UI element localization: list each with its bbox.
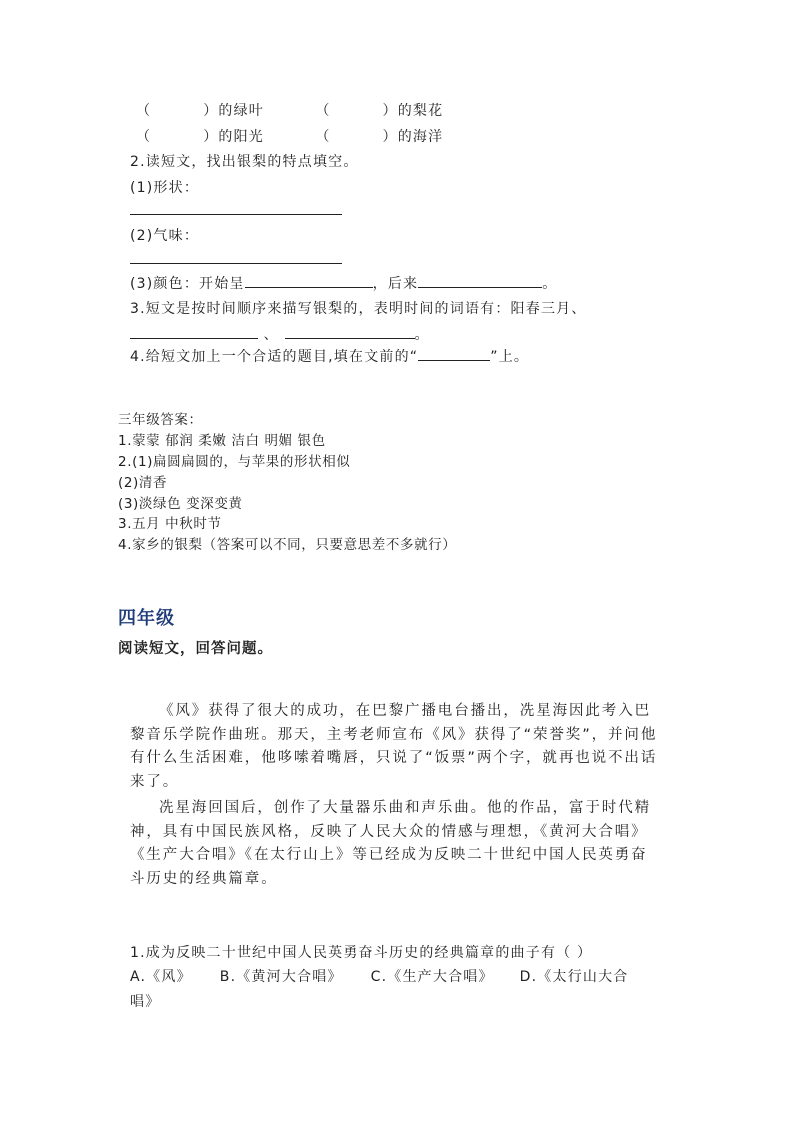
fill-row-2 <box>136 126 443 146</box>
smell-answer-blank[interactable] <box>130 249 342 268</box>
paragraph-line: 黎音乐学院作曲班。那天，主考老师宣布《风》获得了“荣誉奖”，并问他 <box>130 726 658 743</box>
question-2-color <box>130 273 557 293</box>
period: 。 <box>414 327 430 343</box>
color-later: ，后来 <box>372 276 419 292</box>
title-blank[interactable] <box>418 346 490 361</box>
reading-paragraph-2 <box>130 797 670 891</box>
option-a[interactable]: A.《风》 <box>130 969 192 985</box>
paragraph-line: 斗历史的经典篇章。 <box>130 870 278 887</box>
option-b[interactable]: B.《黄河大合唱》 <box>219 969 343 985</box>
shape-answer-blank[interactable] <box>130 200 342 219</box>
answers-title: 三年级答案： <box>118 412 203 428</box>
question-4-text: 4.给短文加上一个合适的题目,填在文前的“ <box>130 349 419 365</box>
paren-open: （ <box>136 129 152 145</box>
paragraph-line: 神，具有中国民族风格，反映了人民大众的情感与理想，《黄河大合唱》 <box>130 823 648 840</box>
reading-paragraph-1 <box>130 700 670 794</box>
paragraph-line: 《生产大合唱》《在太行山上》等已经成为反映二十世纪中国人民英勇奋 <box>130 847 648 863</box>
question-2-shape-label: (1)形状： <box>130 180 200 196</box>
question-1-options <box>130 966 629 986</box>
fill-text: ）的阳光 <box>203 129 265 145</box>
paren-open: （ <box>315 129 331 145</box>
paragraph-line: 来了。 <box>130 773 180 790</box>
question-4 <box>130 346 529 366</box>
question-3: 3.短文是按时间顺序来描写银梨的，表明时间的词语有：阳春三月、 <box>130 301 587 317</box>
period: 。 <box>542 276 558 292</box>
color-label: (3)颜色：开始呈 <box>130 276 245 292</box>
answer-line: 3.五月 中秋时节 <box>118 516 222 532</box>
time-word-blank-1[interactable] <box>130 324 258 339</box>
question-3-blanks <box>130 324 430 344</box>
section-heading: 四年级 <box>118 608 175 629</box>
answer-line: (3)淡绿色 变深变黄 <box>118 496 243 512</box>
answer-line: 4.家乡的银梨（答案可以不同，只要意思差不多就行） <box>118 537 457 553</box>
question-2-title: 2.读短文，找出银梨的特点填空。 <box>130 154 359 170</box>
paren-open: （ <box>315 103 331 119</box>
question-4-end: ”上。 <box>490 349 530 365</box>
paren-open: （ <box>136 103 152 119</box>
separator: 、 <box>263 327 279 343</box>
instruction: 阅读短文，回答问题。 <box>118 640 273 657</box>
paragraph-line: 有什么生活困难，他哆嗦着嘴唇，只说了“饭票”两个字，就再也说不出话 <box>130 750 658 766</box>
fill-text: ）的绿叶 <box>203 103 265 119</box>
answer-line: (2)清香 <box>118 475 168 491</box>
question-2-smell-label: (2)气味： <box>130 228 200 244</box>
color-later-blank[interactable] <box>418 273 542 288</box>
fill-text: ）的海洋 <box>382 129 444 145</box>
time-word-blank-2[interactable] <box>285 324 415 339</box>
option-c[interactable]: C.《生产大合唱》 <box>370 969 494 985</box>
fill-text: ）的梨花 <box>382 103 444 119</box>
color-start-blank[interactable] <box>245 273 373 288</box>
fill-row-1 <box>136 100 443 120</box>
answer-line: 2.(1)扁圆扁圆的，与苹果的形状相似 <box>118 454 351 470</box>
answer-line: 1.蒙蒙 郁润 柔嫩 洁白 明媚 银色 <box>118 433 326 449</box>
paragraph-line: 冼星海回国后，创作了大量器乐曲和声乐曲。他的作品，富于时代精 <box>159 800 651 816</box>
question-1-stem: 1.成为反映二十世纪中国人民英勇奋斗历史的经典篇章的曲子有（ ） <box>130 945 593 961</box>
option-d-wrap: 唱》 <box>130 994 161 1010</box>
paragraph-line: 《风》获得了很大的成功，在巴黎广播电台播出，冼星海因此考入巴 <box>159 703 651 719</box>
option-d[interactable]: D.《太行山大合 <box>519 969 629 985</box>
